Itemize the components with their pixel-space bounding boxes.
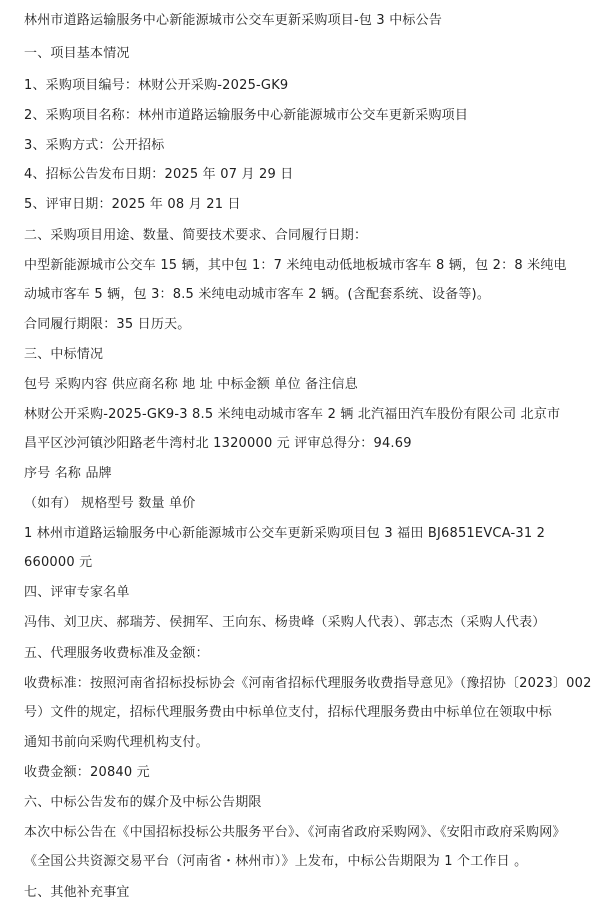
award-row-line-1: 林财公开采购-2025-GK9-3 8.5 米纯电动城市客车 2 辆 北汽福田汽车股份有限公司 北京市 xyxy=(24,407,561,422)
item-table-header-2: （如有） 规格型号 数量 单价 xyxy=(24,496,196,511)
project-number: 1、采购项目编号：林财公开采购-2025-GK9 xyxy=(24,78,289,93)
purpose-paragraph-line-1: 中型新能源城市公交车 15 辆，其中包 1：7 米纯电动低地板城市客车 8 辆，包 2：8 米纯电 xyxy=(24,258,567,273)
purpose-paragraph-line-2: 动城市客车 5 辆，包 3：8.5 米纯电动城市客车 2 辆。(含配套系统、设备等)。 xyxy=(24,287,491,302)
item-row-line-2: 660000 元 xyxy=(24,555,93,570)
project-name: 2、采购项目名称：林州市道路运输服务中心新能源城市公交车更新采购项目 xyxy=(24,108,469,123)
contract-period: 合同履行期限：35 日历天。 xyxy=(24,317,191,332)
fee-standard-line-3: 通知书前向采购代理机构支付。 xyxy=(24,735,209,750)
review-date: 5、评审日期：2025 年 08 月 21 日 xyxy=(24,197,241,212)
announcement-title: 林州市道路运输服务中心新能源城市公交车更新采购项目-包 3 中标公告 xyxy=(24,13,443,28)
section-7-heading: 七、其他补充事宜 xyxy=(24,885,130,900)
section-5-heading: 五、代理服务收费标准及金额： xyxy=(24,646,209,661)
fee-amount: 收费金额：20840 元 xyxy=(24,765,150,780)
media-paragraph-line-1: 本次中标公告在《中国招标投标公共服务平台》、《河南省政府采购网》、《安阳市政府采购网》 xyxy=(24,825,566,840)
item-table-header-1: 序号 名称 品牌 xyxy=(24,466,112,481)
section-3-heading: 三、中标情况 xyxy=(24,347,104,362)
section-2-heading: 二、采购项目用途、数量、简要技术要求、合同履行日期： xyxy=(24,228,368,243)
fee-standard-line-1: 收费标准：按照河南省招标投标协会《河南省招标代理服务收费指导意见》（豫招协〔2023〕002 xyxy=(24,676,592,691)
media-paragraph-line-2: 《全国公共资源交易平台（河南省・林州市）》上发布，中标公告期限为 1 个工作日 。 xyxy=(24,854,528,869)
section-4-heading: 四、评审专家名单 xyxy=(24,585,130,600)
award-row-line-2: 昌平区沙河镇沙阳路老牛湾村北 1320000 元 评审总得分：94.69 xyxy=(24,436,412,451)
expert-list: 冯伟、刘卫庆、郝瑞芳、侯拥军、王向东、杨贵峰（采购人代表）、郭志杰（采购人代表） xyxy=(24,615,546,630)
award-table-header: 包号 采购内容 供应商名称 地 址 中标金额 单位 备注信息 xyxy=(24,377,358,392)
fee-standard-line-2: 号）文件的规定，招标代理服务费由中标单位支付，招标代理服务费由中标单位在领取中标 xyxy=(24,705,553,720)
section-6-heading: 六、中标公告发布的媒介及中标公告期限 xyxy=(24,795,262,810)
tender-publish-date: 4、招标公告发布日期：2025 年 07 月 29 日 xyxy=(24,167,294,182)
item-row-line-1: 1 林州市道路运输服务中心新能源城市公交车更新采购项目包 3 福田 BJ6851EVCA-31 2 xyxy=(24,526,546,541)
section-1-heading: 一、项目基本情况 xyxy=(24,46,130,61)
procurement-method: 3、采购方式：公开招标 xyxy=(24,138,165,153)
